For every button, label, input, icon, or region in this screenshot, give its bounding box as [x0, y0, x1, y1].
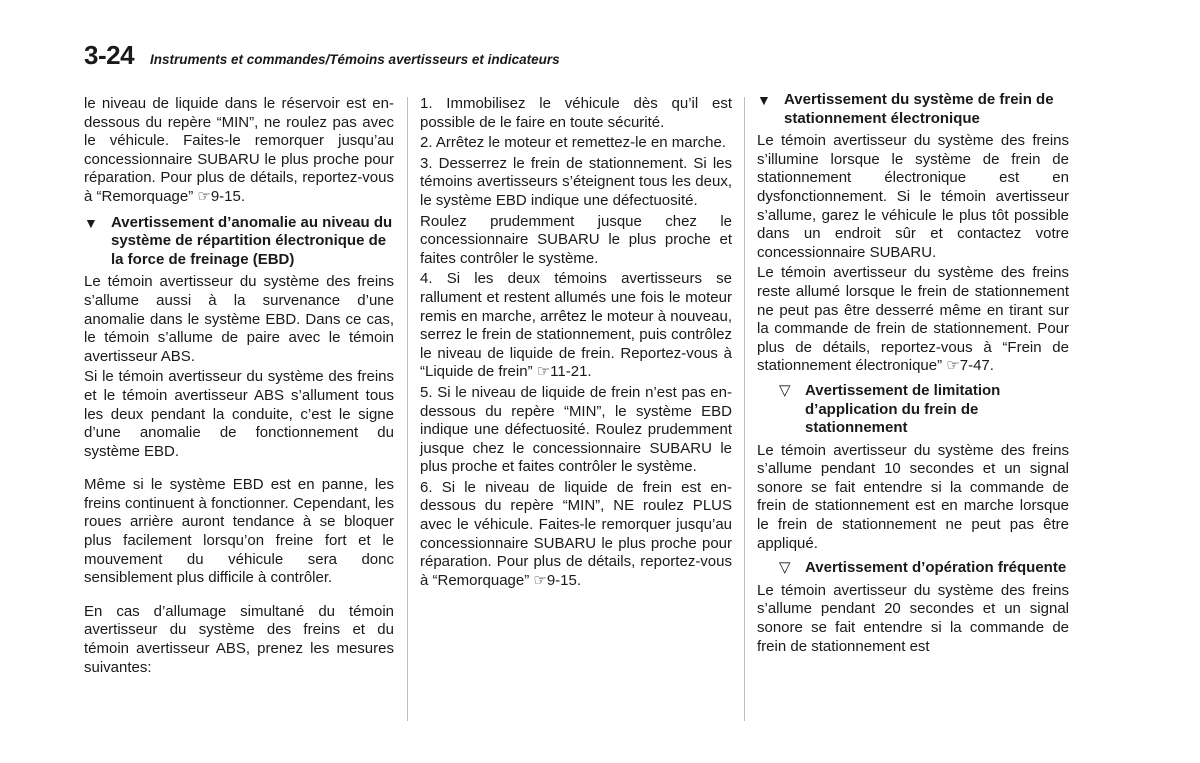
heading-text: Avertissement d’anomalie au niveau du système de répartition électronique de la force de freinage (EBD): [111, 213, 393, 268]
paragraph: Même si le système EBD est en panne, les freins continuent à fonctionner. Cependant, les roues arrière auront tendance à se bloquer plus facilement lorsqu’on freine fort et le mouvement du véhicule sera donc sensiblement plus difficile à contrôler.: [84, 476, 394, 587]
subsection-heading: [779, 559, 1069, 578]
paragraph: Le témoin avertisseur du système des freins s’allume pendant 10 secondes et un signal sonore se fait entendre si la commande de frein de stationnement est en marche lorsque le frein de stationnement ne peut pas être appliqué.: [757, 441, 1069, 552]
step-item: 3. Desserrez le frein de stationnement. Si les témoins avertisseurs s’éteignent tous les deux, le système EBD indique une défectuosité.: [420, 154, 732, 209]
step-item: 6. Si le niveau de liquide de frein est en-dessous du repère “MIN”, NE roulez PLUS avec le véhicule. Faites-le remorquer jusqu’au concessionnaire SUBARU le plus proche pour réparation. Pour plus de détails, reportez-vous à “Remorquage” ☞9-15.: [420, 478, 732, 589]
paragraph: Le témoin avertisseur du système des freins s’allume aussi à la survenance d’une anomalie dans le système EBD. Dans ce cas, le témoin s’allume de paire avec le témoin avertisseur ABS.: [84, 273, 394, 365]
section-heading: [757, 91, 1069, 128]
triangle-down-icon: ▼: [757, 92, 771, 108]
paragraph: Le témoin avertisseur du système des freins s’illumine lorsque le système de frein de stationnement électronique est en dysfonctionnement. Si le témoin avertisseur s’allume, garez le véhicule le plus tôt possible dans un endroit sûr et contactez votre concessionnaire SUBARU.: [757, 132, 1069, 261]
paragraph: le niveau de liquide dans le réservoir est en-dessous du repère “MIN”, ne roulez pas avec le véhicule. Faites-le remorquer jusqu’au concessionnaire SUBARU le plus proche pour réparation. Pour plus de détails, reportez-vous à “Remorquage” ☞9-15.: [84, 95, 394, 205]
section-title: Instruments et commandes/Témoins avertisseurs et indicateurs: [150, 52, 560, 67]
paragraph: Roulez prudemment jusque chez le concessionnaire SUBARU le plus proche et faites contrôler le système.: [420, 212, 732, 267]
triangle-outline-icon: ▽: [779, 559, 791, 577]
paragraph: Le témoin avertisseur du système des freins s’allume pendant 20 secondes et un signal sonore se fait entendre si la commande de frein de stationnement est: [757, 581, 1069, 655]
triangle-outline-icon: ▽: [779, 381, 791, 399]
paragraph: Si le témoin avertisseur du système des freins et le témoin avertisseur ABS s’allument tous les deux pendant la conduite, c’est le signe d’une anomalie de fonctionnement du système EBD.: [84, 368, 394, 460]
subsection-heading: [779, 382, 1069, 438]
text-column-right: [757, 91, 1069, 658]
step-item: 1. Immobilisez le véhicule dès qu’il est possible de le faire en toute sécurité.: [420, 95, 732, 131]
page-number: 3-24: [84, 40, 135, 70]
heading-text: Avertissement du système de frein de stationnement électronique: [784, 91, 1054, 127]
column-divider: [744, 97, 745, 721]
triangle-down-icon: ▼: [84, 214, 98, 231]
step-item: 4. Si les deux témoins avertisseurs se rallument et restent allumés une fois le moteur remis en marche, arrêtez le moteur à nouveau, serrez le frein de stationnement, puis contrôlez le niveau de liquide de frein. Reportez-vous à “Liquide de frein” ☞11-21.: [420, 270, 732, 381]
heading-text: Avertissement d’opération fréquente: [805, 559, 1067, 577]
text-column-left: [84, 95, 394, 679]
paragraph: En cas d’allumage simultané du témoin avertisseur du système des freins et du témoin avertisseur ABS, prenez les mesures suivantes:: [84, 602, 394, 676]
step-item: 5. Si le niveau de liquide de frein n’est pas en-dessous du repère “MIN”, le système EBD indique une défectuosité. Roulez prudemment jusque chez le concessionnaire SUBARU le plus proche et faites contrôler le système.: [420, 383, 732, 476]
step-item: 2. Arrêtez le moteur et remettez-le en marche.: [420, 134, 726, 152]
page-header: [84, 40, 1069, 68]
paragraph: Le témoin avertisseur du système des freins reste allumé lorsque le frein de stationnement ne peut pas être desserré même en tirant sur la commande de frein de stationnement. Pour plus de détails, reportez-vous à “Frein de stationnement électronique” ☞7-47.: [757, 264, 1069, 375]
column-divider: [407, 97, 408, 721]
text-column-middle: [420, 95, 732, 592]
section-heading: [84, 214, 394, 270]
heading-text: Avertissement de limitation d’application du frein de stationnement: [805, 381, 1001, 437]
